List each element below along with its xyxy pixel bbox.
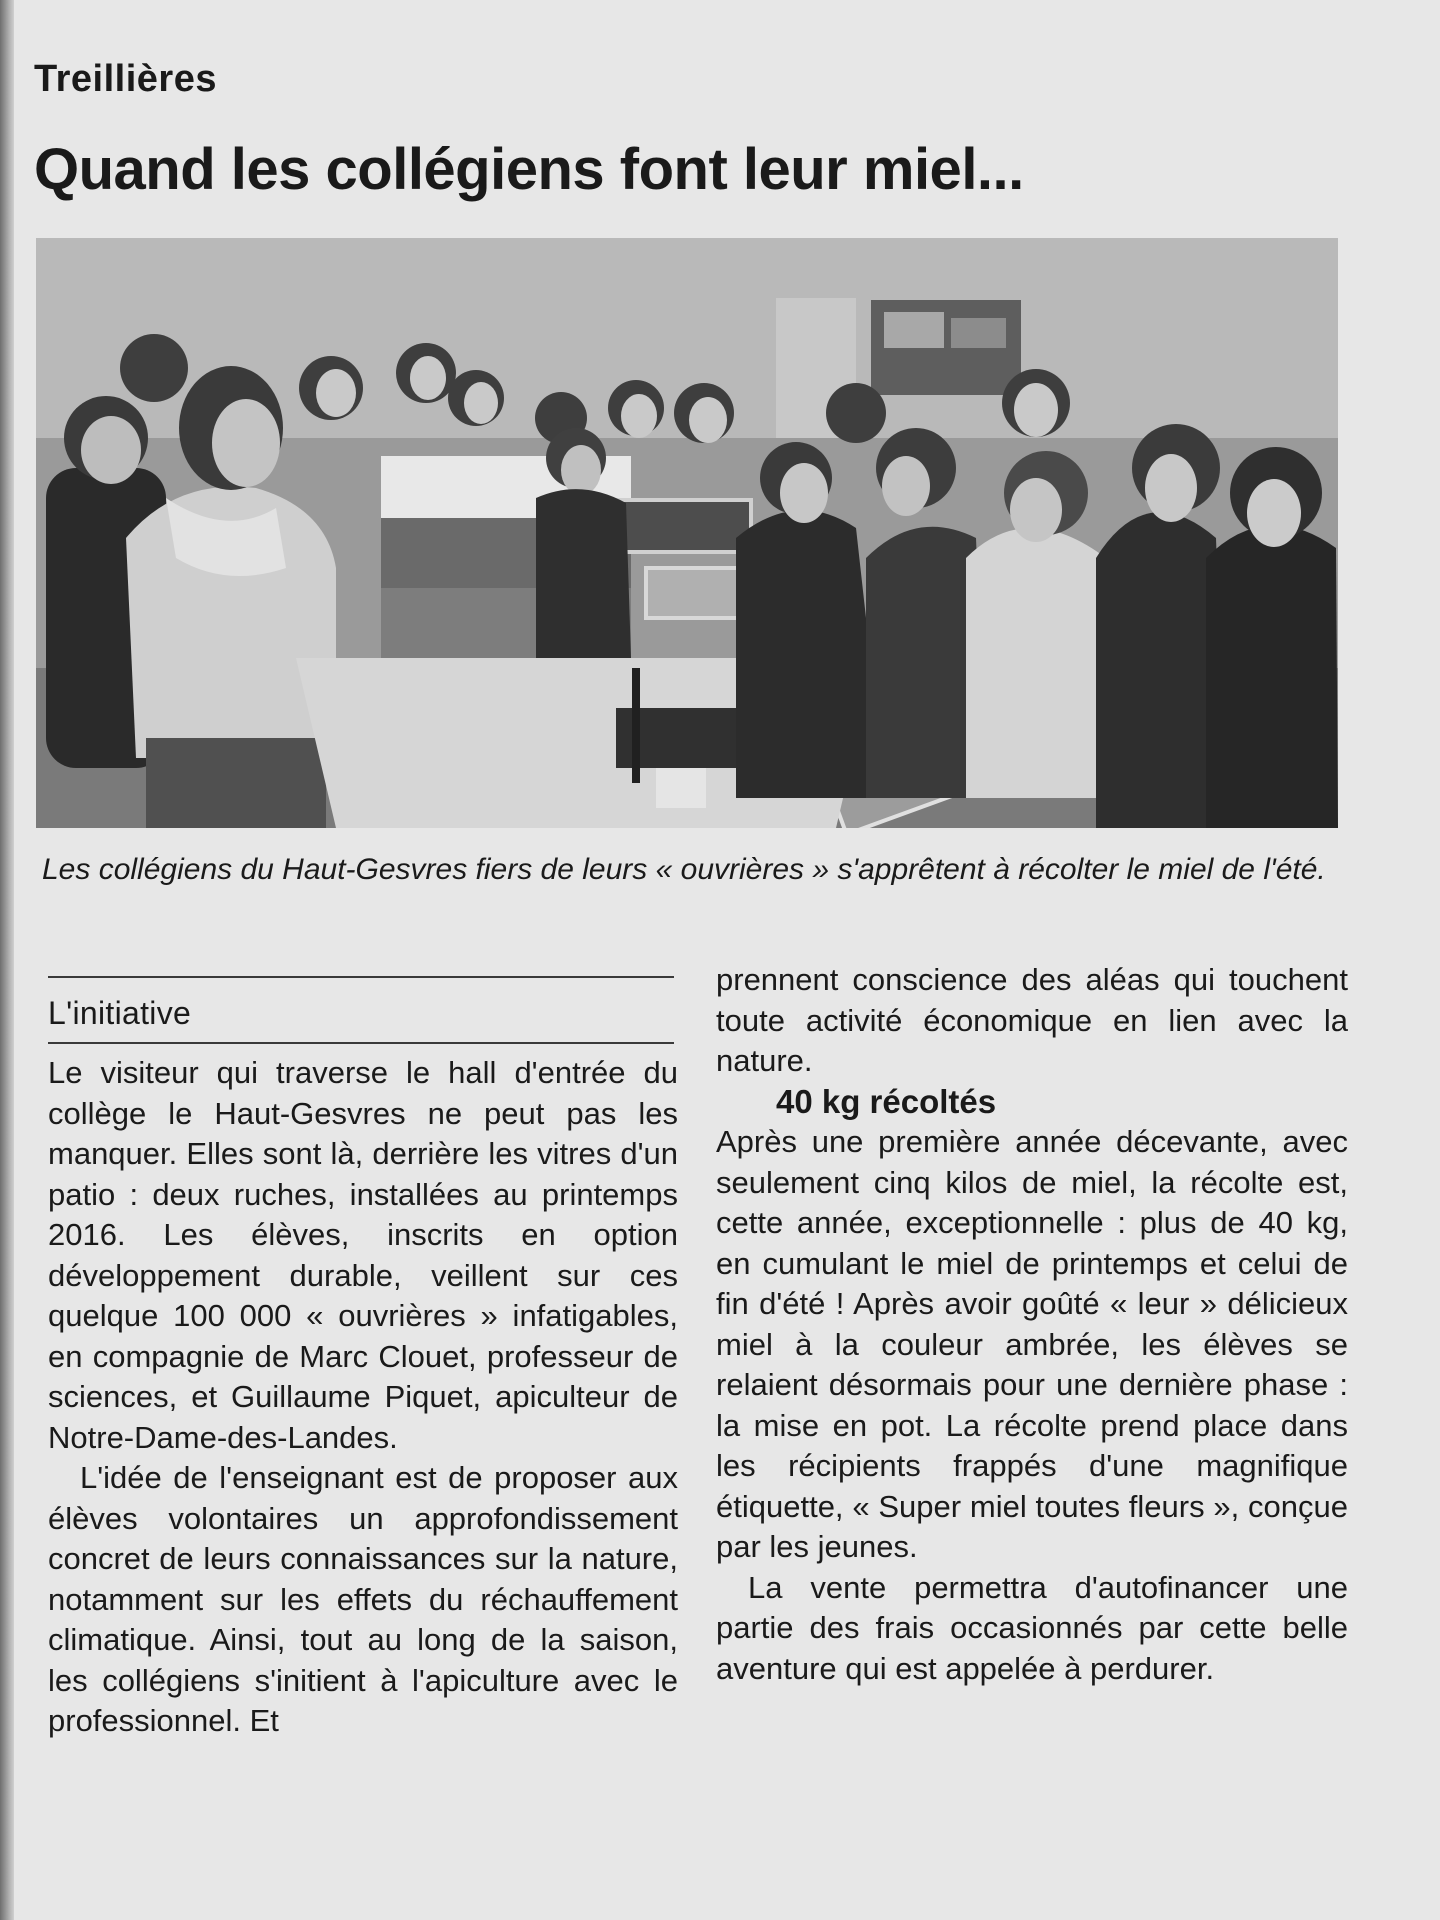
col2-paragraph-2: Après une première année décevante, avec seulement cinq kilos de miel, la récolte est, cette année, exceptionnelle : plus de 40 kg, en cumulant le miel de printemps et celui de fin d'été ! Après avoir goûté « leur » délicieux miel à la couleur ambrée, les élèves se relaient désormais pour une dernière phase : la mise en pot. La récolte prend place dans les récipients frappés d'une magnifique étiquette, « Super miel toutes fleurs », conçue par les jeunes. — [716, 1124, 1348, 1564]
location-kicker: Treillières — [34, 58, 217, 100]
article-column-1 — [48, 1053, 678, 1742]
col2-paragraph-1: prennent conscience des aléas qui touchent toute activité économique en lien avec la nature. — [716, 962, 1348, 1078]
col1-paragraph-2: L'idée de l'enseignant est de proposer aux élèves volontaires un approfondissement concret de leurs connaissances sur la nature, notamment sur les effets du réchauffement climatique. Ainsi, tout au long de la saison, les collégiens s'initient à l'apiculture avec le professionnel. Et — [48, 1460, 678, 1738]
section-rule-top — [48, 976, 674, 978]
col2-subheading: 40 kg récoltés — [776, 1082, 997, 1120]
col1-paragraph-1: Le visiteur qui traverse le hall d'entrée du collège le Haut-Gesvres ne peut pas les manquer. Elles sont là, derrière les vitres d'un patio : deux ruches, installées au printemps 2016. Les élèves, inscrits en option développement durable, veillent sur ces quelque 100 000 « ouvrières » infatigables, en compagnie de Marc Clouet, professeur de sciences, et Guillaume Piquet, apiculteur de Notre-Dame-des-Landes. — [48, 1055, 678, 1455]
section-label: L'initiative — [48, 995, 192, 1031]
section-rule-bottom — [48, 1042, 674, 1044]
article-headline: Quand les collégiens font leur miel... — [34, 137, 1024, 202]
article-photo — [36, 238, 1338, 828]
photo-illustration — [36, 238, 1338, 828]
page-spine-shadow — [0, 0, 14, 1920]
article-column-2 — [716, 960, 1348, 1689]
col2-paragraph-3: La vente permettra d'autofinancer une partie des frais occasionnés par cette belle aventure qui est appelée à perdurer. — [716, 1569, 1348, 1686]
newspaper-page — [14, 0, 1440, 1920]
photo-caption: Les collégiens du Haut-Gesvres fiers de leurs « ouvrières » s'apprêtent à récolter le miel de l'été. — [42, 853, 1326, 886]
